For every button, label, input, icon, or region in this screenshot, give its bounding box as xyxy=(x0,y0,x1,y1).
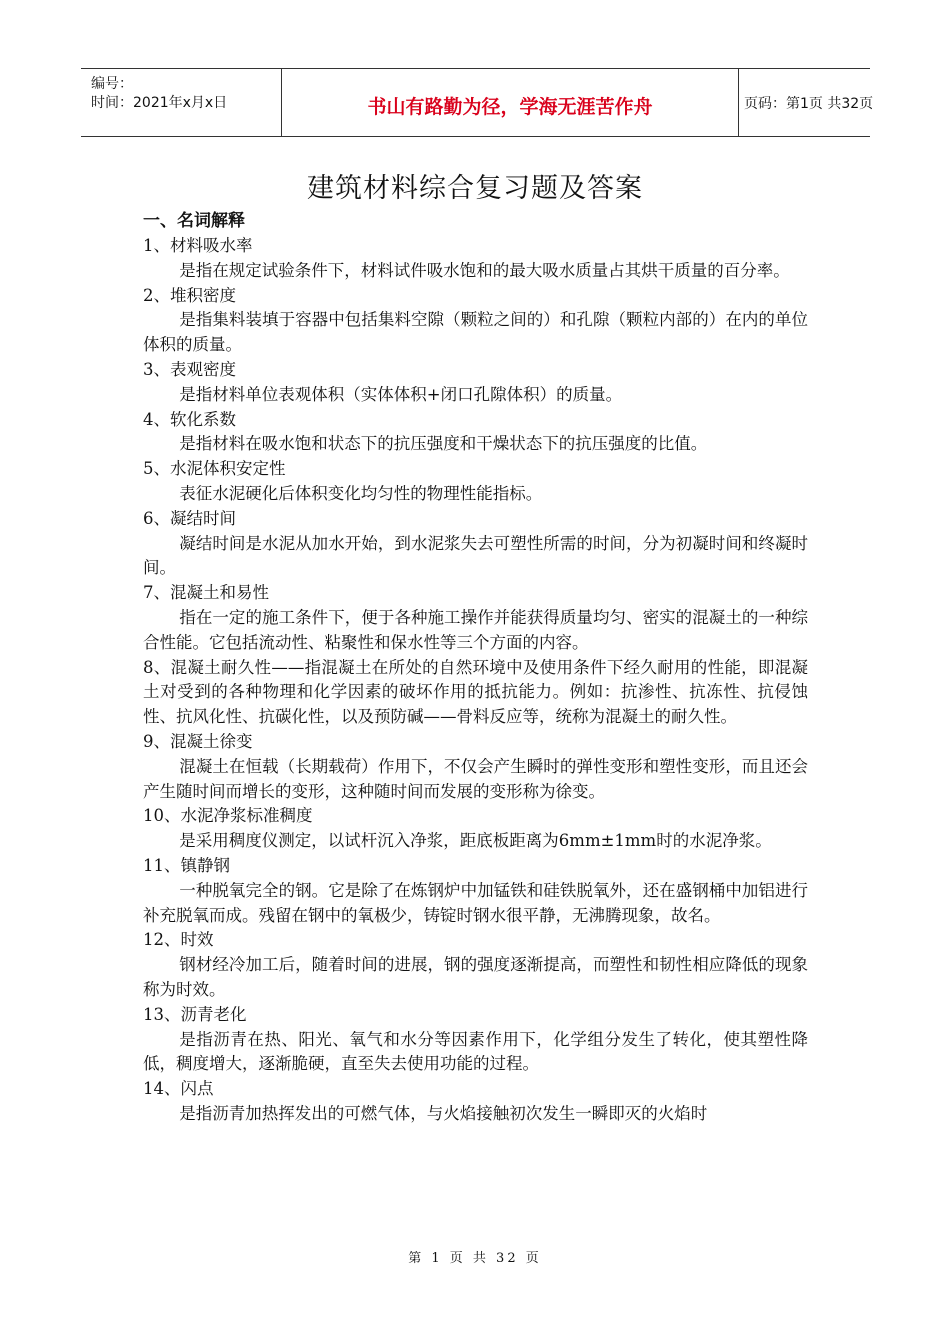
term-entry xyxy=(143,358,808,408)
term-definition: 是采用稠度仪测定，以试杆沉入净浆，距底板距离为6mm±1mm时的水泥净浆。 xyxy=(179,831,772,851)
term-definition: 是指在规定试验条件下，材料试件吸水饱和的最大吸水质量占其烘干质量的百分率。 xyxy=(179,260,790,280)
term-entry xyxy=(143,457,808,507)
term-entry xyxy=(143,581,808,655)
term-definition: 是指材料单位表观体积（实体体积+闭口孔隙体积）的质量。 xyxy=(179,384,623,404)
term-title: 3、表观密度 xyxy=(143,359,236,379)
date-label: 时间：2021年x月x日 xyxy=(91,95,228,111)
term-definition: 是指集料装填于容器中包括集料空隙（颗粒之间的）和孔隙（颗粒内部的）在内的单位体积的质量。 xyxy=(143,310,808,355)
term-definition: 混凝土在恒载（长期载荷）作用下，不仅会产生瞬时的弹性变形和塑性变形，而且还会产生随时间而增长的变形，这种随时间而发展的变形称为徐变。 xyxy=(143,756,808,801)
document-title: 建筑材料综合复习题及答案 xyxy=(307,173,643,204)
term-title: 11、镇静钢 xyxy=(143,855,230,875)
motto-text: 书山有路勤为径，学海无涯苦作舟 xyxy=(367,96,653,118)
term-entry xyxy=(143,507,808,581)
term-title: 9、混凝土徐变 xyxy=(143,731,253,751)
term-entry xyxy=(143,234,808,284)
term-definition: 凝结时间是水泥从加水开始，到水泥浆失去可塑性所需的时间，分为初凝时间和终凝时间。 xyxy=(143,533,808,578)
term-title: 1、材料吸水率 xyxy=(143,236,253,255)
header-motto-cell xyxy=(281,69,739,136)
term-title: 2、堆积密度 xyxy=(143,285,236,305)
term-title: 4、软化系数 xyxy=(143,409,236,429)
section-heading: 一、名词解释 xyxy=(143,211,245,231)
document-body xyxy=(143,208,808,1127)
term-title-inline-definition: 8、混凝土耐久性——指混凝土在所处的自然环境中及使用条件下经久耐用的性能，即混凝土对受到的各种物理和化学因素的破坏作用的抵抗能力。例如：抗渗性、抗冻性、抗侵蚀性、抗风化性、抗碳化性，以及预防碱——骨料反应等，统称为混凝土的耐久性。 xyxy=(143,657,808,727)
page-footer: 第 1 页 共 32 页 xyxy=(408,1251,542,1266)
page-header xyxy=(81,68,874,137)
term-definition: 一种脱氧完全的钢。它是除了在炼钢炉中加锰铁和硅铁脱氧外，还在盛钢桶中加铝进行补充脱氧而成。残留在钢中的氧极少，铸锭时钢水很平静，无沸腾现象，故名。 xyxy=(143,880,808,925)
term-title: 7、混凝土和易性 xyxy=(143,583,269,603)
term-entry xyxy=(143,1003,808,1077)
term-entry xyxy=(143,854,808,928)
term-entry xyxy=(143,804,808,854)
term-title: 5、水泥体积安定性 xyxy=(143,459,286,479)
term-entry xyxy=(143,656,808,730)
term-title: 10、水泥净浆标准稠度 xyxy=(143,806,313,826)
header-left-cell xyxy=(81,69,281,136)
term-entry xyxy=(143,284,808,358)
term-title: 6、凝结时间 xyxy=(143,508,236,528)
term-title: 12、时效 xyxy=(143,930,214,950)
term-definition: 是指沥青在热、阳光、氧气和水分等因素作用下，化学组分发生了转化，使其塑性降低，稠度增大，逐渐脆硬，直至失去使用功能的过程。 xyxy=(143,1029,808,1074)
term-entry xyxy=(143,1077,808,1127)
term-definition: 是指材料在吸水饱和状态下的抗压强度和干燥状态下的抗压强度的比值。 xyxy=(179,434,708,454)
header-page-cell xyxy=(738,69,874,136)
term-definition: 表征水泥硬化后体积变化均匀性的物理性能指标。 xyxy=(179,483,543,503)
term-title: 13、沥青老化 xyxy=(143,1004,247,1024)
term-definition: 钢材经冷加工后，随着时间的进展，钢的强度逐渐提高，而塑性和韧性相应降低的现象称为时效。 xyxy=(143,955,808,999)
document-number-label: 编号： xyxy=(91,76,133,92)
term-title: 14、闪点 xyxy=(143,1079,214,1099)
term-entry xyxy=(143,408,808,458)
term-entry xyxy=(143,928,808,1002)
term-entry xyxy=(143,730,808,804)
term-definition: 是指沥青加热挥发出的可燃气体，与火焰接触初次发生一瞬即灭的火焰时 xyxy=(179,1103,708,1123)
term-definition: 指在一定的施工条件下，便于各种施工操作并能获得质量均匀、密实的混凝土的一种综合性能。它包括流动性、粘聚性和保水性等三个方面的内容。 xyxy=(143,607,808,652)
page-number-info: 页码：第1页 共32页 xyxy=(744,96,874,112)
